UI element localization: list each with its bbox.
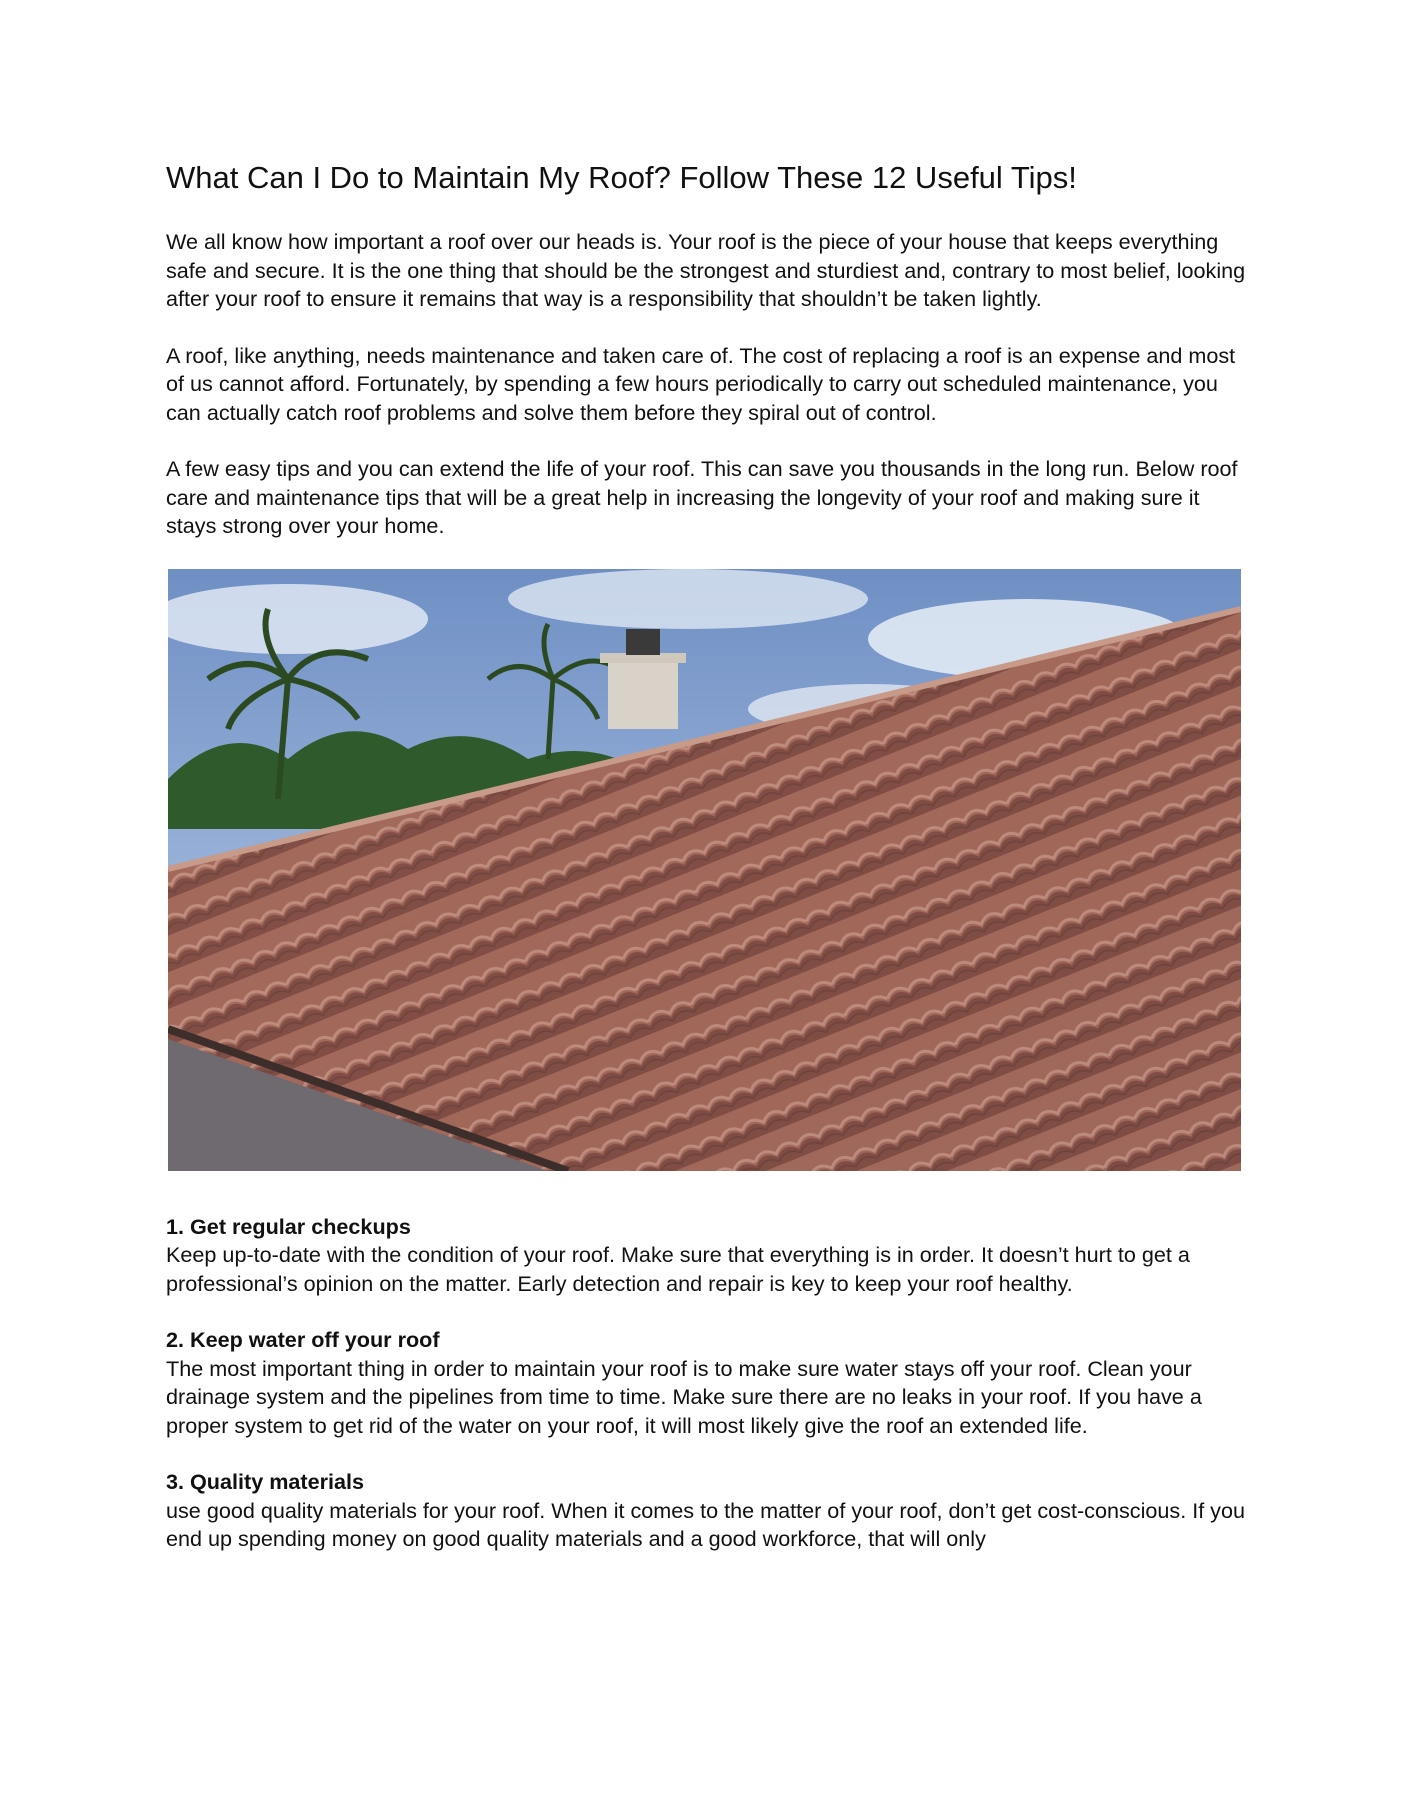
tip-body: The most important thing in order to maintain your roof is to make sure water stays off your roof. Clean your drainage system and the pipelines from time to time. Make sure there are no leaks in your roof. If you have a proper system to get rid of the water on your roof, it will most likely give the roof an extended life. (166, 1355, 1202, 1438)
intro-paragraph-1: We all know how important a roof over our heads is. Your roof is the piece of your house that keeps everything safe and secure. It is the one thing that should be the strongest and sturdiest and, contrary to most belief, looking after your roof to ensure it remains that way is a responsibility that shouldn’t be taken lightly. (166, 229, 1246, 311)
tip-heading: 2. Keep water off your roof (166, 1327, 440, 1352)
tip-1 (166, 1213, 1246, 1299)
intro-paragraph-3: A few easy tips and you can extend the life of your roof. This can save you thousands in the long run. Below roof care and maintenance tips that will be a great help in increasing the longevity of your roof and making sure it stays strong over your home. (166, 456, 1238, 538)
intro-paragraph-2: A roof, like anything, needs maintenance and taken care of. The cost of replacing a roof is an expense and most of us cannot afford. Fortunately, by spending a few hours periodically to carry out scheduled maintenance, you can actually catch roof problems and solve them before they spiral out of control. (166, 342, 1236, 425)
article (166, 158, 1246, 1582)
tip-heading: 3. Quality materials (166, 1469, 365, 1494)
tip-heading: 1. Get regular checkups (166, 1213, 411, 1239)
roof-tiles-photo (168, 569, 1241, 1171)
tip-3 (166, 1468, 1246, 1554)
tip-2 (166, 1326, 1246, 1440)
article-title: What Can I Do to Maintain My Roof? Follow These 12 Useful Tips! (166, 160, 1077, 195)
tip-body: use good quality materials for your roof. When it comes to the matter of your roof, don’t get cost-conscious. If you end up spending money on good quality materials and a good workforce, that will only (166, 1497, 1246, 1551)
tip-body: Keep up-to-date with the condition of your roof. Make sure that everything is in order. It doesn’t hurt to get a professional’s opinion on the matter. Early detection and repair is key to keep your roof healthy. (166, 1242, 1190, 1296)
